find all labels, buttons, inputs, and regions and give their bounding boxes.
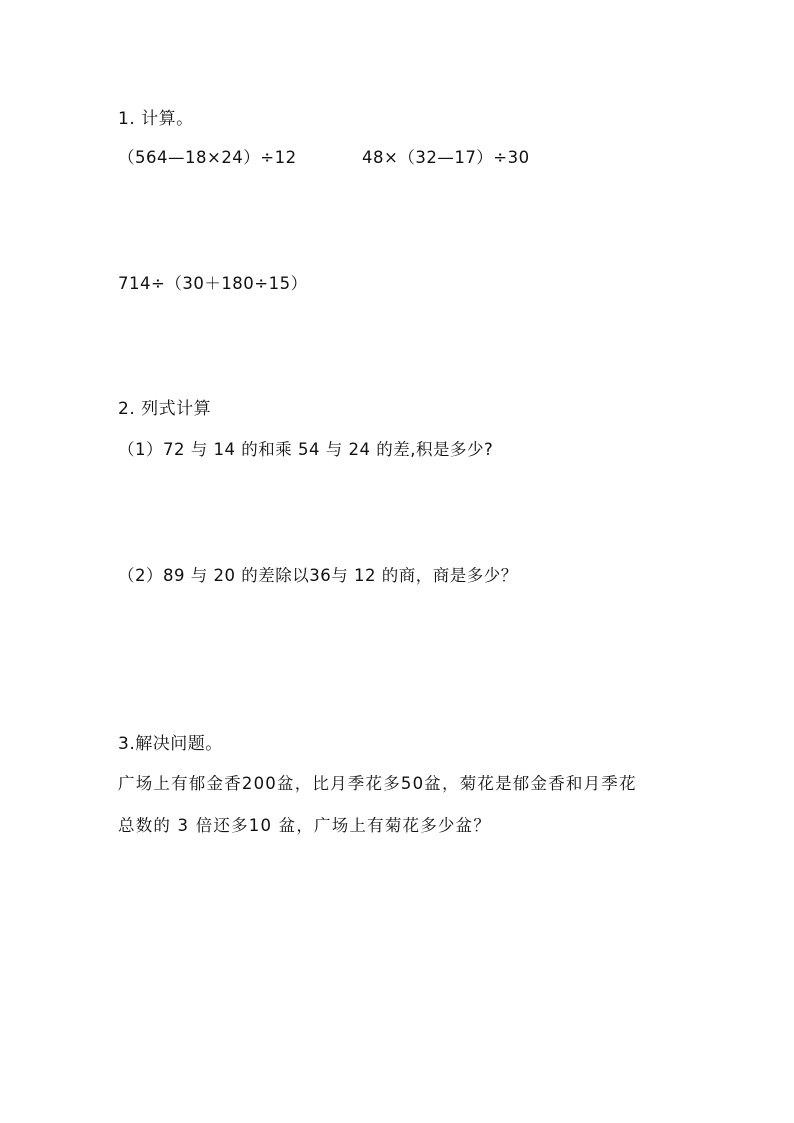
section2-question-2: （2）89 与 20 的差除以36与 12 的商，商是多少？ [118, 566, 518, 585]
section2-heading: 2. 列式计算 [118, 399, 212, 419]
section1-expression-b: 48×（32—17）÷30 [362, 148, 530, 167]
section3-heading: 3.解决问题。 [118, 734, 223, 754]
section3-problem-line-1: 广场上有郁金香200盆，比月季花多50盆，菊花是郁金香和月季花 [118, 774, 637, 793]
section2-question-1: （1）72 与 14 的和乘 54 与 24 的差,积是多少? [118, 440, 494, 459]
section1-expression-a: （564—18×24）÷12 [118, 148, 297, 167]
section1-expression-c: 714÷（30＋180÷15） [118, 274, 308, 293]
section1-heading: 1. 计算。 [118, 109, 194, 129]
section3-problem-line-2: 总数的 3 倍还多10 盆，广场上有菊花多少盆？ [118, 816, 492, 835]
